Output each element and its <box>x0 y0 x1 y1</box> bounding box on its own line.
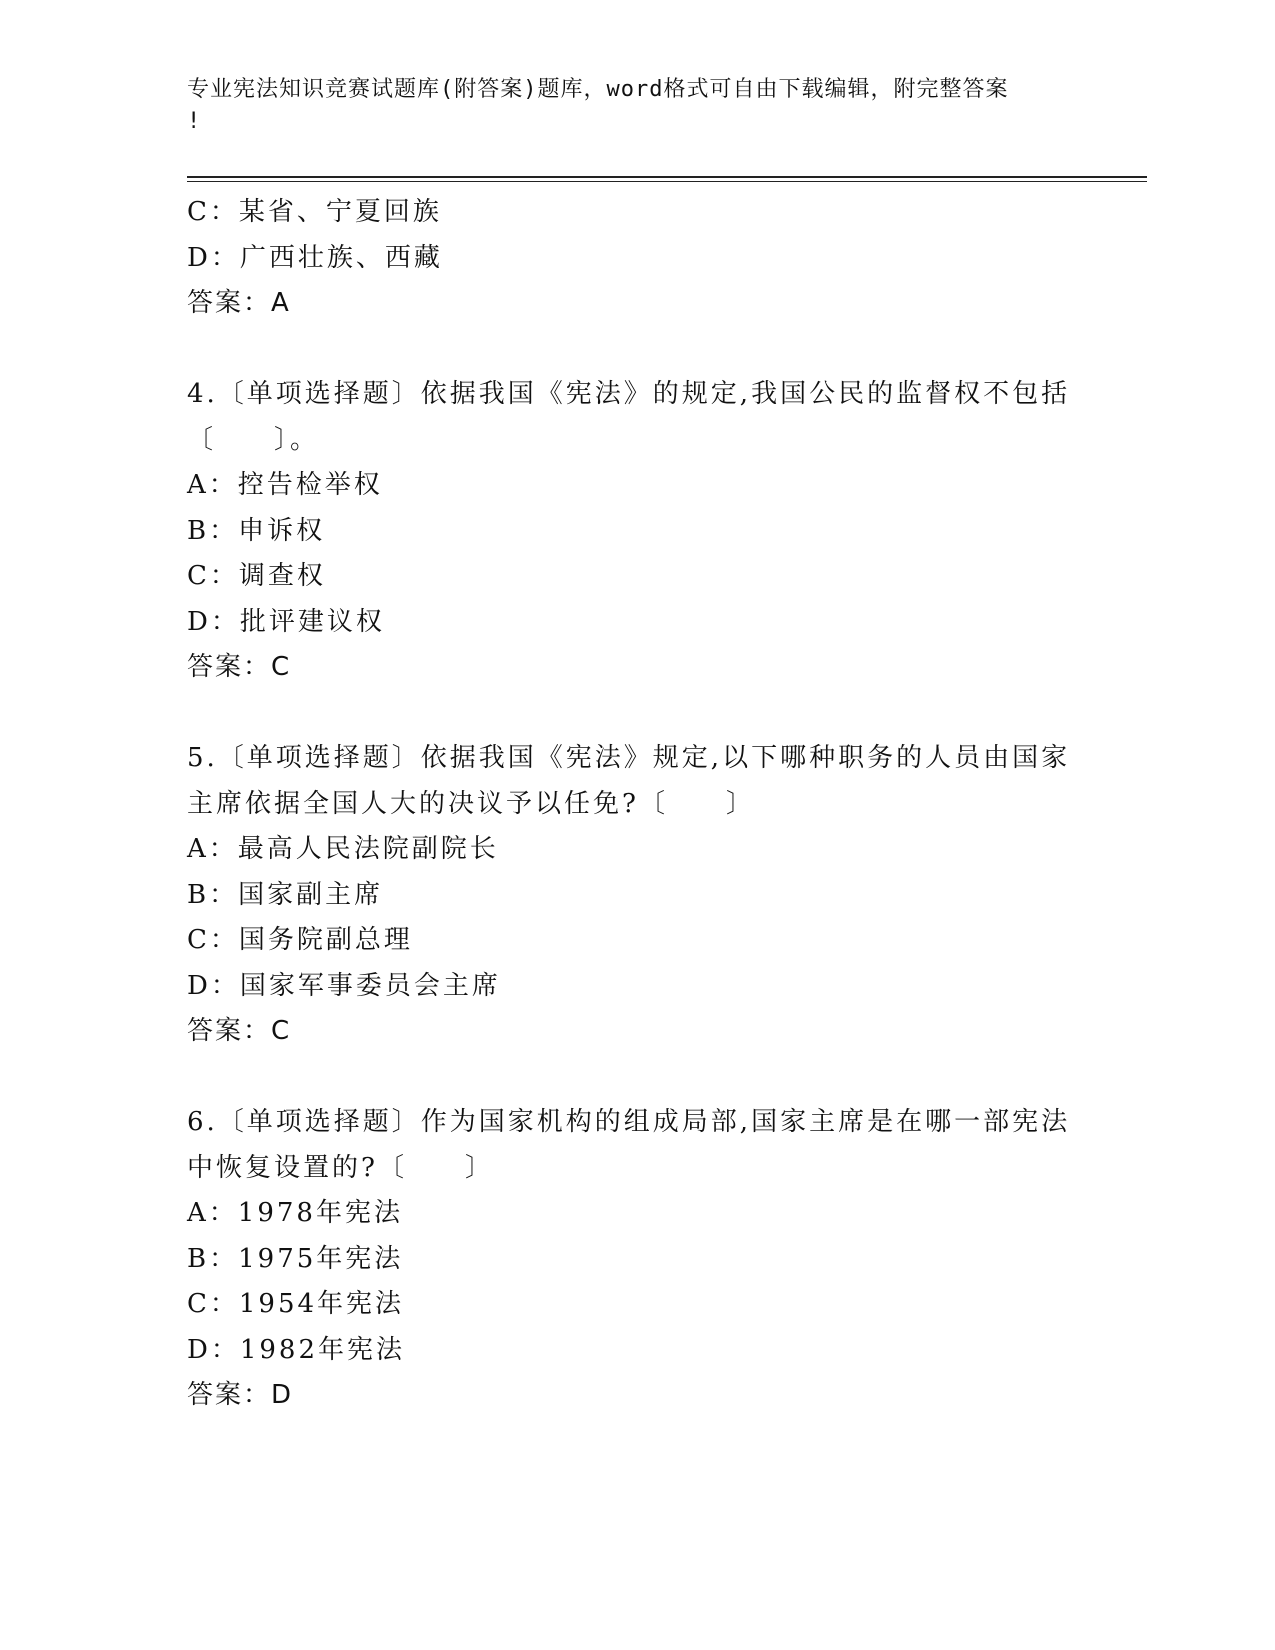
block-spacer <box>187 691 1087 737</box>
question-text-line2: 〔 〕。 <box>187 424 320 455</box>
question-block-continuation <box>187 190 1087 327</box>
option-b: B：申诉权 <box>187 515 326 546</box>
option-b: B：国家副主席 <box>187 879 384 910</box>
answer-line: 答案：A <box>187 288 291 318</box>
block-spacer <box>187 327 1087 373</box>
question-block-4 <box>187 372 1087 691</box>
option-c: C：某省、宁夏回族 <box>187 197 442 227</box>
option-c: C：1954年宪法 <box>187 1289 405 1319</box>
question-text-line1: 4.〔单项选择题〕依据我国《宪法》的规定,我国公民的监督权不包括 <box>187 379 1071 409</box>
option-b: B：1975年宪法 <box>187 1243 404 1274</box>
header-text-line2: ! <box>187 109 202 134</box>
answer-line: 答案：D <box>187 1380 294 1410</box>
option-a: A：1978年宪法 <box>187 1198 403 1228</box>
option-c: C：国务院副总理 <box>187 925 413 955</box>
answer-line: 答案：C <box>187 1016 292 1046</box>
question-text-line1: 5.〔单项选择题〕依据我国《宪法》规定,以下哪种职务的人员由国家 <box>187 743 1071 773</box>
question-text-line1: 6.〔单项选择题〕作为国家机构的组成局部,国家主席是在哪一部宪法 <box>187 1107 1071 1137</box>
option-a: A：控告检举权 <box>187 470 383 500</box>
option-d: D：广西壮族、西藏 <box>187 242 443 273</box>
document-header <box>187 74 1087 138</box>
option-d: D：国家军事委员会主席 <box>187 970 501 1001</box>
document-body <box>187 190 1087 1419</box>
question-text-line2: 中恢复设置的?〔 〕 <box>187 1152 494 1183</box>
question-block-5 <box>187 736 1087 1055</box>
option-a: A：最高人民法院副院长 <box>187 834 499 864</box>
answer-line: 答案：C <box>187 652 292 682</box>
header-text-line1: 专业宪法知识竞赛试题库(附答案)题库，word格式可自由下载编辑，附完整答案 <box>187 77 1009 102</box>
header-rule-thick <box>187 176 1147 178</box>
question-block-6 <box>187 1100 1087 1419</box>
question-text-line2: 主席依据全国人大的决议予以任免?〔 〕 <box>187 788 755 819</box>
block-spacer <box>187 1055 1087 1101</box>
option-d: D：1982年宪法 <box>187 1334 406 1365</box>
header-rule-thin <box>187 181 1147 182</box>
option-c: C：调查权 <box>187 561 326 591</box>
option-d: D：批评建议权 <box>187 606 385 637</box>
